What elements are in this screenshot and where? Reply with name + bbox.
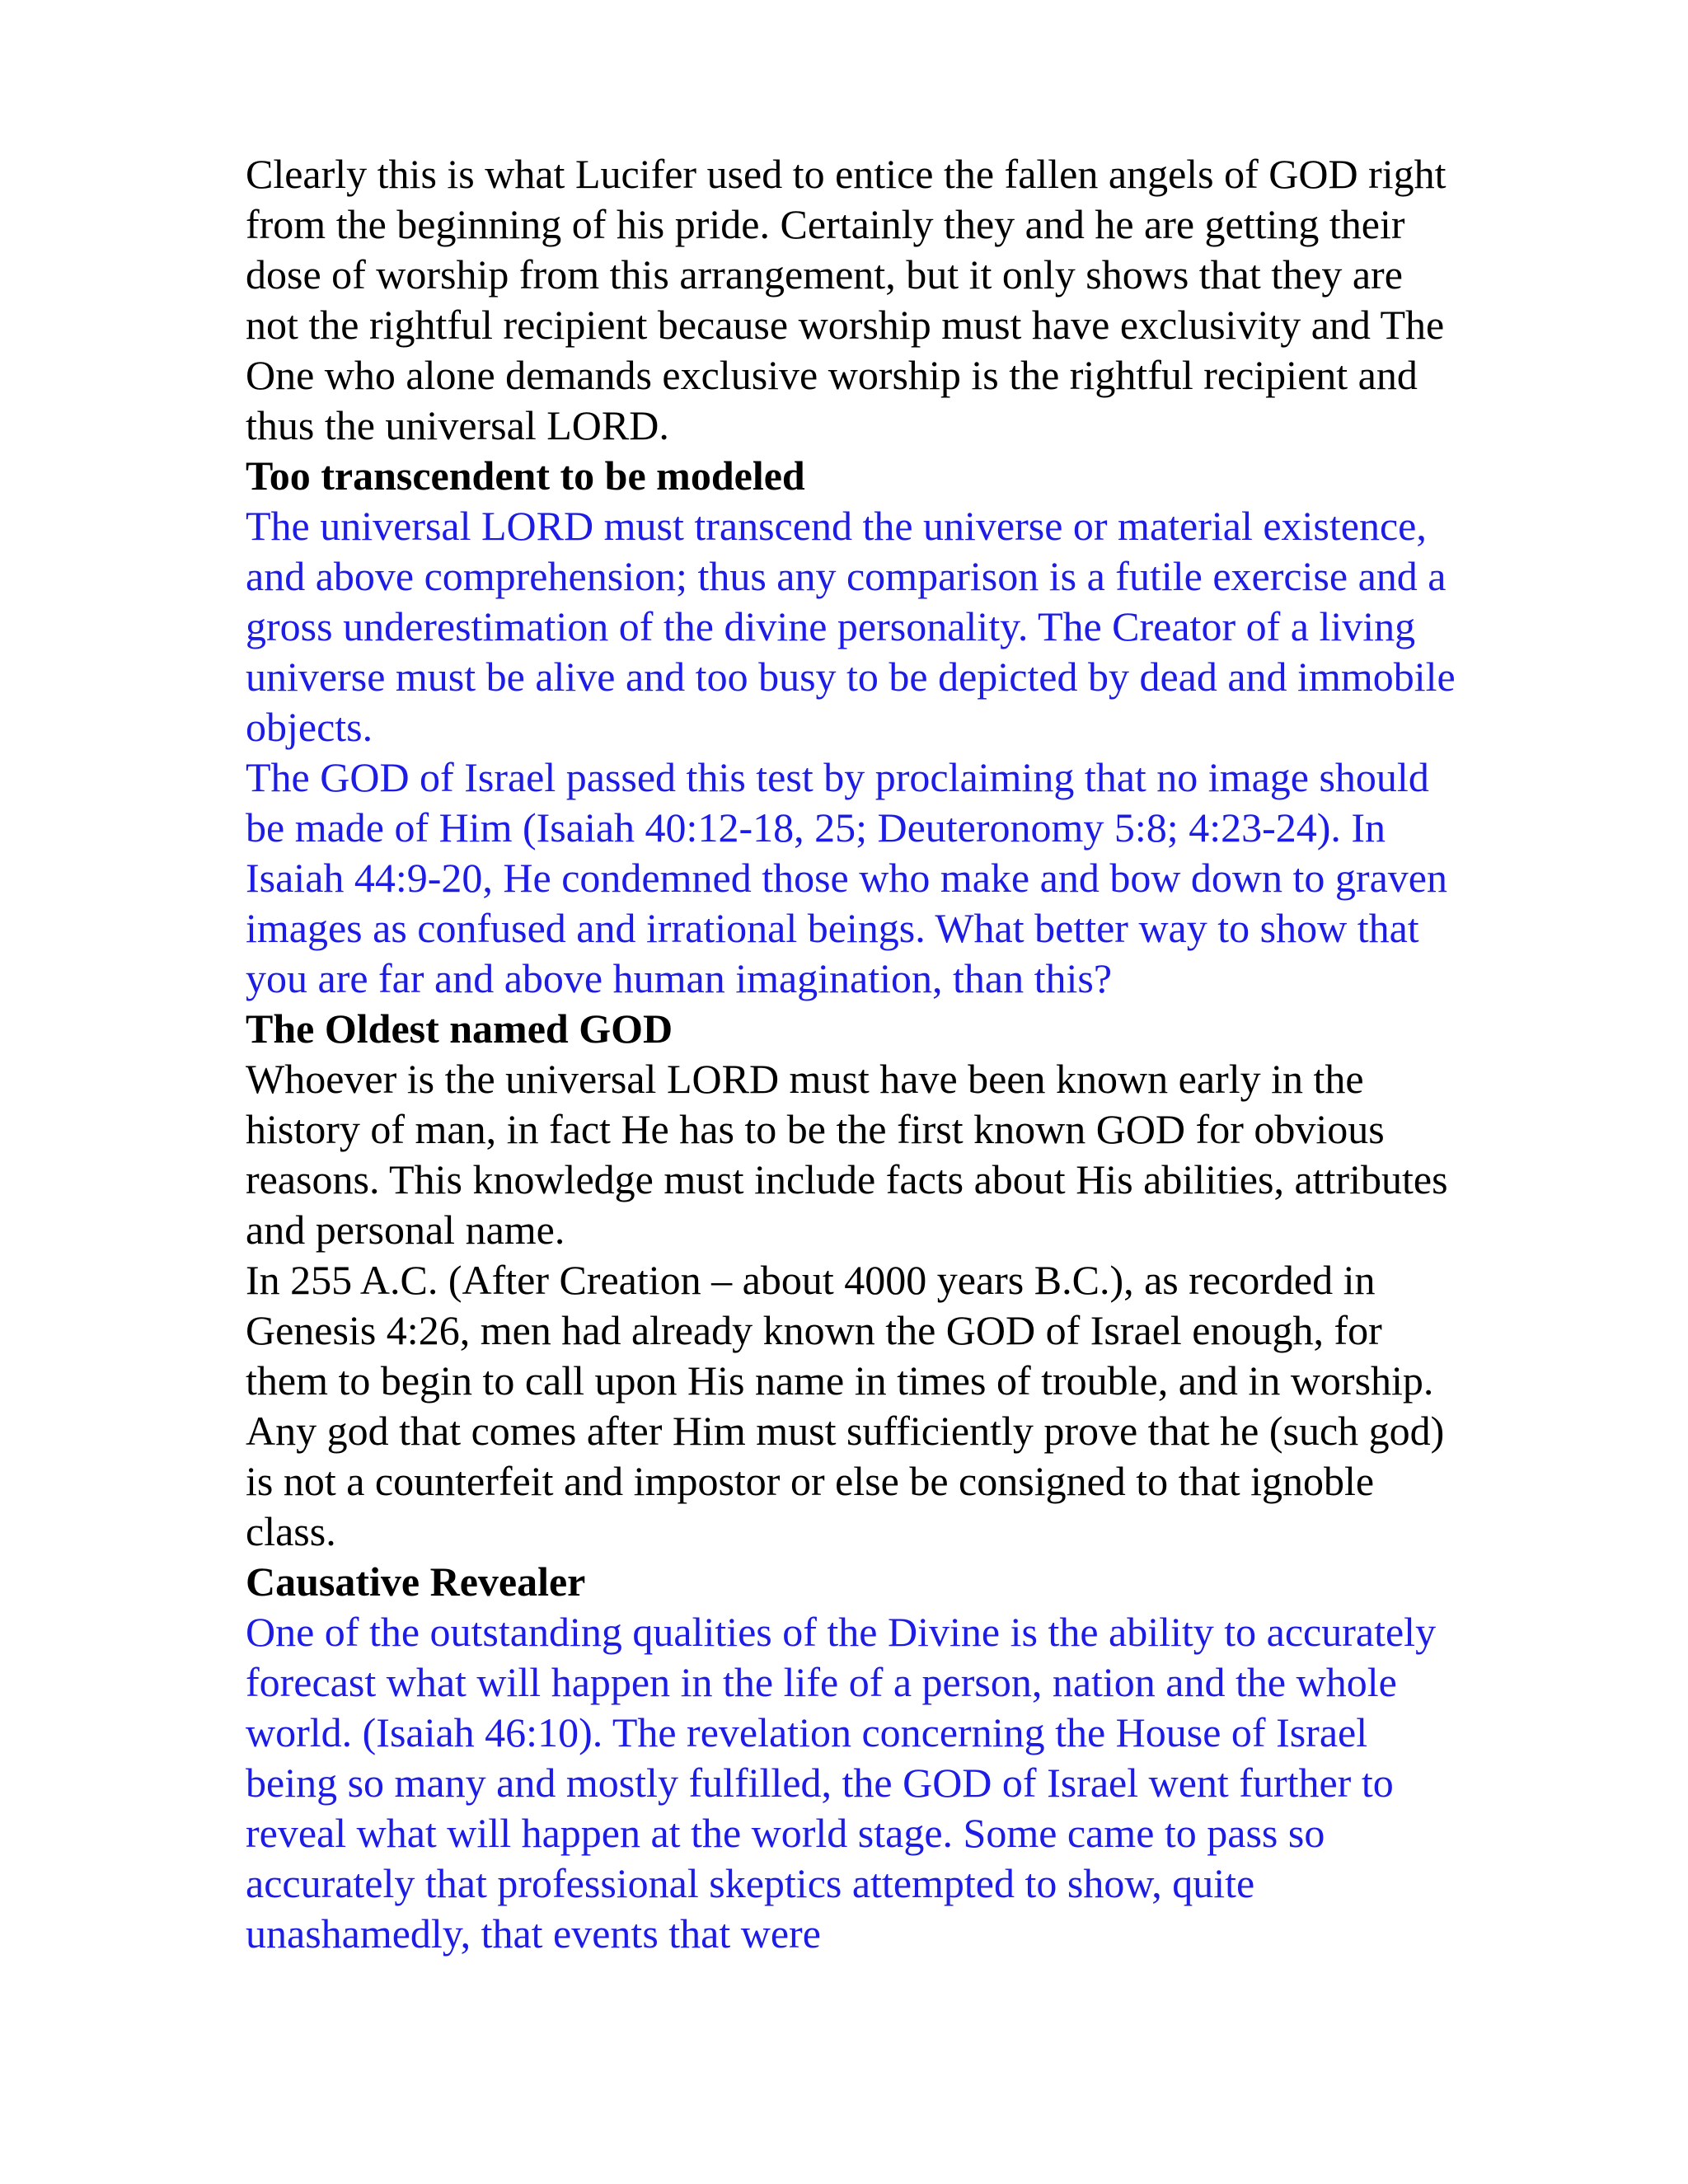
heading-oldest-named-god: The Oldest named GOD	[246, 1005, 673, 1052]
document-page	[246, 149, 1465, 1959]
heading-causative-revealer: Causative Revealer	[246, 1558, 586, 1605]
paragraph-universal-lord-transcend: The universal LORD must transcend the universe or material existence, and above comprehension; thus any comparison is a futile exercise and a gross underestimation of the divine personality. The Creator of a living universe must be alive and too busy to be depicted by dead and immobile objects.	[246, 503, 1456, 750]
paragraph-god-of-israel-no-image: The GOD of Israel passed this test by proclaiming that no image should be made of Him (Isaiah 40:12-18, 25; Deuteronomy 5:8; 4:23-24). In Isaiah 44:9-20, He condemned those who make and bow down to graven images as confused and irrational beings. What better way to show that you are far and above human imagination, than this?	[246, 754, 1447, 1001]
paragraph-known-early: Whoever is the universal LORD must have been known early in the history of man, in fact He has to be the first known GOD for obvious reasons. This knowledge must include facts about His abilities, attributes and personal name.	[246, 1056, 1448, 1253]
paragraph-forecast-ability: One of the outstanding qualities of the Divine is the ability to accurately forecast what will happen in the life of a person, nation and the whole world. (Isaiah 46:10). The revelation concerning the House of Israel being so many and mostly fulfilled, the GOD of Israel went further to reveal what will happen at the world stage. Some came to pass so accurately that professional skeptics attempted to show, quite unashamedly, that events that were	[246, 1609, 1437, 1957]
heading-too-transcendent: Too transcendent to be modeled	[246, 452, 805, 499]
paragraph-lucifer-worship: Clearly this is what Lucifer used to entice the fallen angels of GOD right from the beginning of his pride. Certainly they and he are getting their dose of worship from this arrangement, but it only shows that they are not the rightful recipient because worship must have exclusivity and The One who alone demands exclusive worship is the rightful recipient and thus the universal LORD.	[246, 151, 1447, 448]
paragraph-genesis-4-26: In 255 A.C. (After Creation – about 4000 years B.C.), as recorded in Genesis 4:26, men had already known the GOD of Israel enough, for them to begin to call upon His name in times of trouble, and in worship. Any god that comes after Him must sufficiently prove that he (such god) is not a counterfeit and impostor or else be consigned to that ignoble class.	[246, 1257, 1445, 1554]
